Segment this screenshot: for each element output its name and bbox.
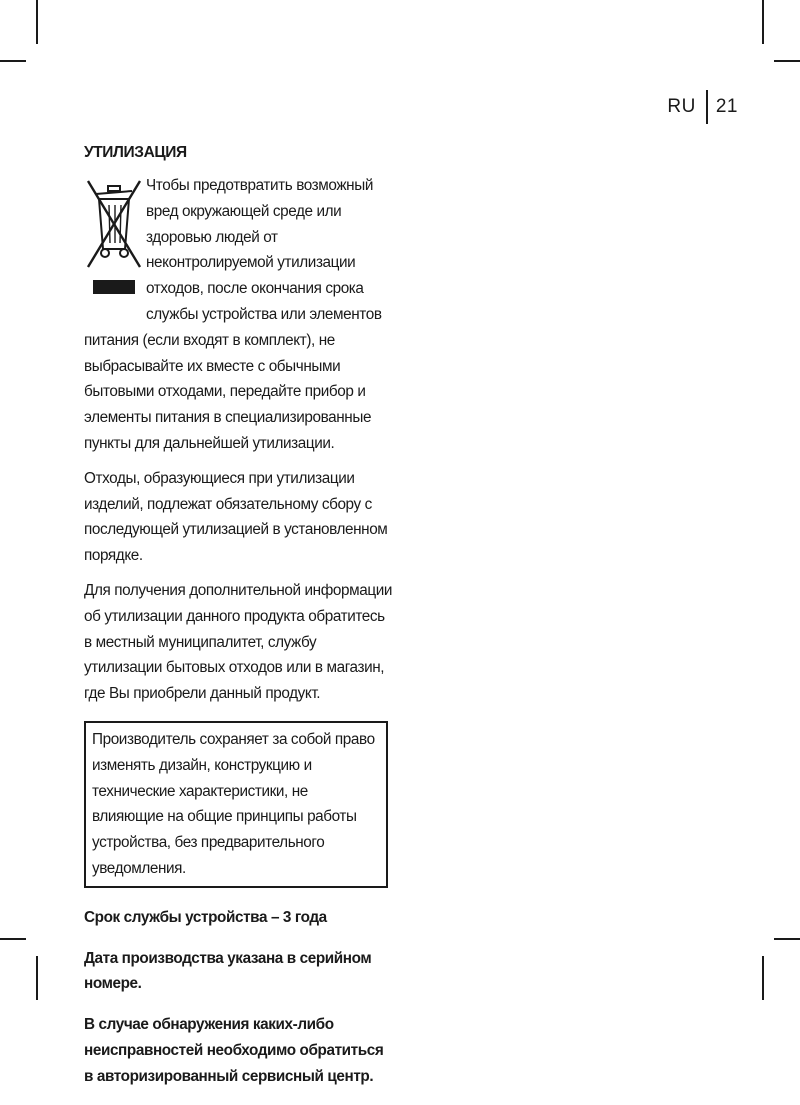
malfunction-notice: В случае обнаружения каких-либо неисправностей необходимо обратиться в авторизированный сервисный центр.	[84, 1016, 384, 1085]
crop-mark-top-left-h	[0, 60, 26, 62]
service-life: Срок службы устройства – 3 года	[84, 908, 327, 926]
crop-mark-top-right-h	[774, 60, 800, 62]
section-title: УТИЛИЗАЦИЯ	[84, 144, 187, 161]
page-number: 21	[715, 96, 738, 117]
crop-mark-top-right-v	[762, 0, 764, 44]
paragraph-disposal	[84, 173, 394, 457]
manufacturer-notice-text: Производитель сохраняет за собой право изменять дизайн, конструкцию и технические характеристики, не влияющие на общие принципы работы устройства, без предварительного уведомления.	[92, 730, 375, 877]
paragraph-waste-collection: Отходы, образующиеся при утилизации изделий, подлежат обязательному сбору с последующей утилизацией в установленном порядке.	[84, 469, 388, 565]
page-header	[667, 90, 738, 124]
crop-mark-top-left-v	[36, 0, 38, 44]
crop-mark-bottom-right-v	[762, 956, 764, 1000]
crop-mark-bottom-left-v	[36, 956, 38, 1000]
crop-mark-bottom-right-h	[774, 938, 800, 940]
weee-crossed-bin-icon	[84, 177, 146, 302]
disposal-section	[84, 143, 394, 1105]
paragraph-more-info: Для получения дополнительной информации об утилизации данного продукта обратитесь в местный муниципалитет, службу утилизации бытовых отходов или в магазин, где Вы приобрели данный продукт.	[84, 581, 393, 703]
production-date: Дата производства указана в серийном номере.	[84, 949, 372, 993]
language-code: RU	[667, 96, 696, 117]
crop-mark-bottom-left-h	[0, 938, 26, 940]
paragraph-disposal-text: Чтобы предотвратить возможный вред окружающей среде или здоровью людей от неконтролируемой утилизации отходов, после окончания срока службы устройства или элементов питания (если входят в комплект), не выбрасывайте их вместе с обычными бытовыми отходами, передайте прибор и элементы питания в специализированные пункты для дальнейшей утилизации.	[84, 177, 382, 452]
manufacturer-notice-box	[84, 721, 388, 888]
